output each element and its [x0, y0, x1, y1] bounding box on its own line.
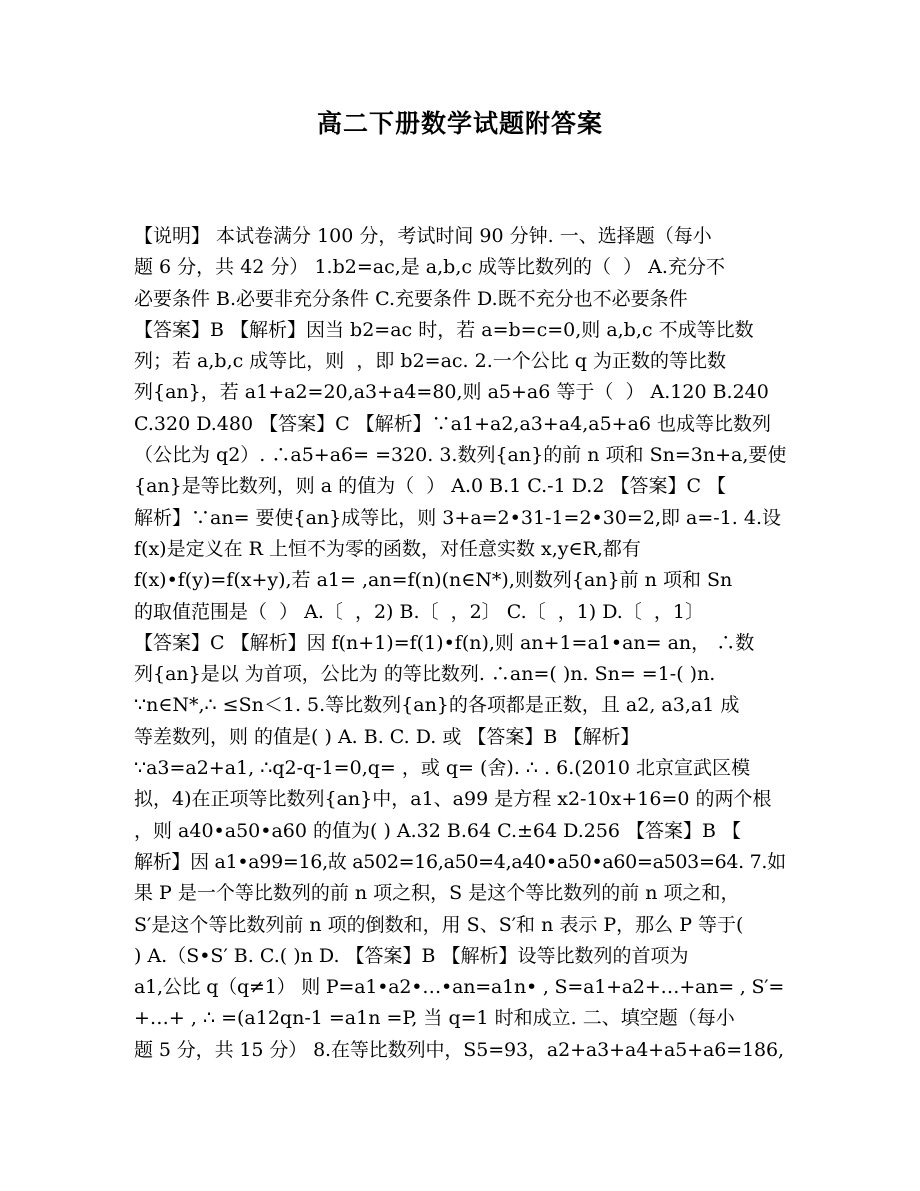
body-line: 果 P 是一个等比数列的前 n 项之积，S 是这个等比数列的前 n 项之和，	[134, 882, 740, 905]
body-line: 等差数列，则 的值是( ) A. B. C. D. 或 【答案】B 【解析】	[134, 725, 640, 748]
body-line: ∵n∈N*,∴ ≤Sn＜1. 5.等比数列{an}的各项都是正数，且 a2, a3,a1 成	[134, 694, 740, 717]
body-line: f(x)是定义在 R 上恒不为零的函数，对任意实数 x,y∈R,都有	[134, 537, 641, 560]
body-line: ，则 a40•a50•a60 的值为( ) A.32 B.64 C.±64 D.256 【答案】B 【	[134, 819, 742, 842]
body-line: 题 5 分，共 15 分） 8.在等比数列中，S5=93，a2+a3+a4+a5+a6=186,	[134, 1038, 784, 1061]
body-line: 【说明】 本试卷满分 100 分，考试时间 90 分钟. 一、选择题（每小	[134, 225, 712, 247]
body-line: 拟，4)在正项等比数列{an}中，a1、a99 是方程 x2-10x+16=0 的两个根	[134, 788, 772, 811]
body-line: {an}是等比数列，则 a 的值为（ ） A.0 B.1 C.-1 D.2 【答案】C 【	[134, 475, 727, 498]
body-line: 必要条件 B.必要非充分条件 C.充要条件 D.既不充分也不必要条件	[134, 287, 688, 310]
document-title: 高二下册数学试题附答案	[316, 109, 603, 138]
body-line: a1,公比 q（q≠1） 则 P=a1•a2•…•an=a1n• , S=a1+a2+…+an= , S′=	[134, 976, 785, 999]
body-line: 列{an}，若 a1+a2=20,a3+a4=80,则 a5+a6 等于（ ） A.120 B.240	[134, 381, 769, 404]
body-line: 【答案】B 【解析】因当 b2=ac 时，若 a=b=c=0,则 a,b,c 不成等比数	[134, 318, 754, 341]
body-line: 列{an}是以 为首项，公比为 的等比数列. ∴an=( )n. Sn= =1-( )n.	[134, 663, 716, 686]
body-line: S′是这个等比数列前 n 项的倒数和，用 S、S′和 n 表示 P，那么 P 等于(	[134, 913, 744, 936]
body-line: f(x)•f(y)=f(x+y),若 a1= ,an=f(n)(n∈N*),则数列{an}前 n 项和 Sn	[134, 569, 733, 592]
body-line: ) A.（S•S′ B. C.( )n D. 【答案】B 【解析】设等比数列的首项为	[134, 944, 689, 967]
document-body	[134, 221, 786, 1066]
body-line: 题 6 分，共 42 分） 1.b2=ac,是 a,b,c 成等比数列的（ ） A.充分不	[134, 256, 725, 279]
body-line: ∵a3=a2+a1, ∴q2-q-1=0,q= ，或 q= (舍). ∴ . 6.(2010 北京宣武区模	[134, 757, 751, 780]
body-line: 【答案】C 【解析】因 f(n+1)=f(1)•f(n),则 an+1=a1•an= an， ∴数	[134, 631, 755, 654]
body-line: +…+ , ∴ =(a12qn-1 =a1n =P, 当 q=1 时和成立. 二、填空题（每小	[134, 1007, 735, 1030]
body-line: 的取值范围是（ ） A.〔 ，2) B.〔 ，2〕 C.〔 ，1) D.〔 ，1〕	[134, 600, 704, 623]
body-line: C.320 D.480 【答案】C 【解析】∵a1+a2,a3+a4,a5+a6 也成等比数列	[134, 412, 772, 435]
body-line: （公比为 q2）. ∴a5+a6= =320. 3.数列{an}的前 n 项和 Sn=3n+a,要使	[134, 444, 786, 467]
body-line: 解析】因 a1•a99=16,故 a502=16,a50=4,a40•a50•a60=a503=64. 7.如	[134, 850, 786, 873]
body-line: 解析】∵an= 要使{an}成等比，则 3+a=2•31-1=2•30=2,即 a=-1. 4.设	[134, 506, 781, 529]
body-line: 列；若 a,b,c 成等比，则 ，即 b2=ac. 2.一个公比 q 为正数的等比数	[134, 350, 726, 373]
